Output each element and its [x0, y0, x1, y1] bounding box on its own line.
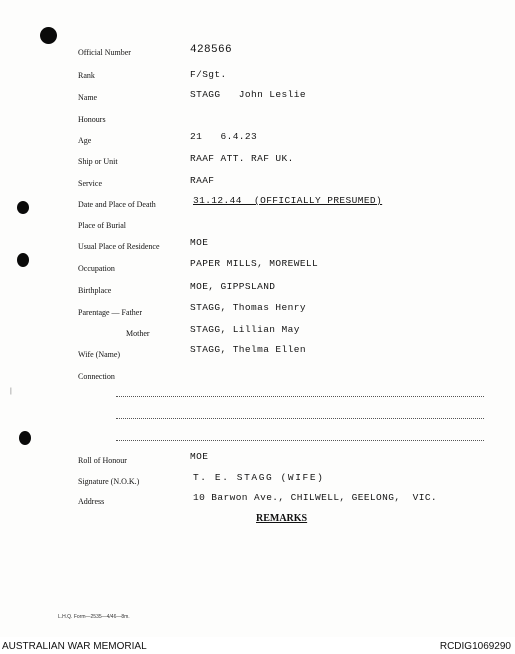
row-parentage-father	[0, 302, 515, 320]
dotted-rule	[78, 145, 484, 146]
dotted-rule	[116, 440, 484, 441]
row-ship-or-unit	[0, 155, 515, 169]
rank-label: Rank	[78, 71, 95, 80]
dotted-rule	[78, 80, 484, 81]
row-parentage-mother	[0, 324, 515, 341]
margin-mark: |	[10, 388, 12, 395]
parentage-father-label: Parentage — Father	[78, 308, 142, 317]
honours-label: Honours	[78, 115, 106, 124]
dotted-rule	[78, 251, 484, 252]
dotted-rule	[78, 486, 484, 487]
ship-or-unit-label: Ship or Unit	[78, 157, 118, 166]
dotted-rule	[78, 465, 484, 466]
dotted-rule	[78, 57, 484, 58]
ship-or-unit-value: RAAF ATT. RAF UK.	[190, 153, 294, 164]
occupation-value: PAPER MILLS, MOREWELL	[190, 258, 319, 269]
age-value: 21 6.4.23	[190, 131, 258, 142]
parentage-mother-label: Mother	[126, 329, 150, 338]
row-service	[0, 177, 515, 191]
service-value: RAAF	[190, 175, 215, 186]
date-place-death-value: 31.12.44 (OFFICIALLY PRESUMED)	[193, 195, 383, 206]
parentage-mother-value: STAGG, Lillian May	[190, 324, 300, 335]
row-roll-of-honour	[0, 451, 515, 468]
usual-residence-label: Usual Place of Residence	[78, 242, 160, 251]
row-place-of-burial	[0, 219, 515, 233]
occupation-label: Occupation	[78, 264, 115, 273]
footer-record-id: RCDIG1069290	[439, 641, 511, 652]
row-birthplace	[0, 281, 515, 298]
dotted-rule	[78, 102, 484, 103]
date-place-death-label: Date and Place of Death	[78, 200, 156, 209]
wife-value: STAGG, Thelma Ellen	[190, 344, 306, 355]
dotted-rule	[78, 230, 484, 231]
dotted-rule	[78, 166, 484, 167]
row-wife	[0, 344, 515, 362]
official-number-label: Official Number	[78, 48, 131, 57]
footer-archive-name: AUSTRALIAN WAR MEMORIAL	[2, 641, 147, 652]
dotted-rule	[78, 359, 484, 360]
row-honours	[0, 113, 515, 127]
row-occupation	[0, 258, 515, 276]
signature-nok-value: T. E. STAGG (WIFE)	[193, 472, 325, 483]
address-value: 10 Barwon Ave., CHILWELL, GEELONG, VIC.	[193, 492, 438, 503]
dotted-rule	[78, 209, 484, 210]
form-number: L.H.Q. Form—2535—4/46—8m.	[58, 614, 130, 620]
official-number-value: 428566	[190, 44, 233, 56]
punch-hole	[40, 27, 57, 44]
roll-of-honour-label: Roll of Honour	[78, 456, 127, 465]
dotted-rule	[78, 273, 484, 274]
usual-residence-value: MOE	[190, 237, 209, 248]
dotted-rule	[78, 381, 484, 382]
place-of-burial-label: Place of Burial	[78, 221, 126, 230]
row-date-place-death	[0, 195, 515, 212]
birthplace-label: Birthplace	[78, 286, 112, 295]
service-label: Service	[78, 179, 102, 188]
dotted-rule	[78, 506, 484, 507]
punch-hole	[19, 431, 31, 445]
row-connection	[0, 370, 515, 384]
name-value: STAGG John Leslie	[190, 89, 306, 100]
dotted-rule	[126, 338, 484, 339]
age-label: Age	[78, 136, 92, 145]
name-label: Name	[78, 93, 98, 102]
row-usual-residence	[0, 237, 515, 254]
signature-nok-label: Signature (N.O.K.)	[78, 477, 140, 486]
rank-value: F/Sgt.	[190, 69, 227, 80]
connection-label: Connection	[78, 372, 115, 381]
wife-label: Wife (Name)	[78, 350, 121, 359]
dotted-rule	[116, 396, 484, 397]
row-official-number	[0, 46, 515, 60]
dotted-rule	[78, 188, 484, 189]
roll-of-honour-value: MOE	[190, 451, 209, 462]
address-label: Address	[78, 497, 105, 506]
parentage-father-value: STAGG, Thomas Henry	[190, 302, 306, 313]
row-rank	[0, 69, 515, 83]
row-signature-nok	[0, 472, 515, 489]
dotted-rule	[78, 317, 484, 318]
dotted-rule	[116, 418, 484, 419]
birthplace-value: MOE, GIPPSLAND	[190, 281, 276, 292]
dotted-rule	[78, 124, 484, 125]
row-address	[0, 492, 515, 509]
row-age	[0, 131, 515, 148]
remarks-heading: REMARKS	[256, 513, 308, 524]
dotted-rule	[78, 295, 484, 296]
row-name	[0, 91, 515, 105]
